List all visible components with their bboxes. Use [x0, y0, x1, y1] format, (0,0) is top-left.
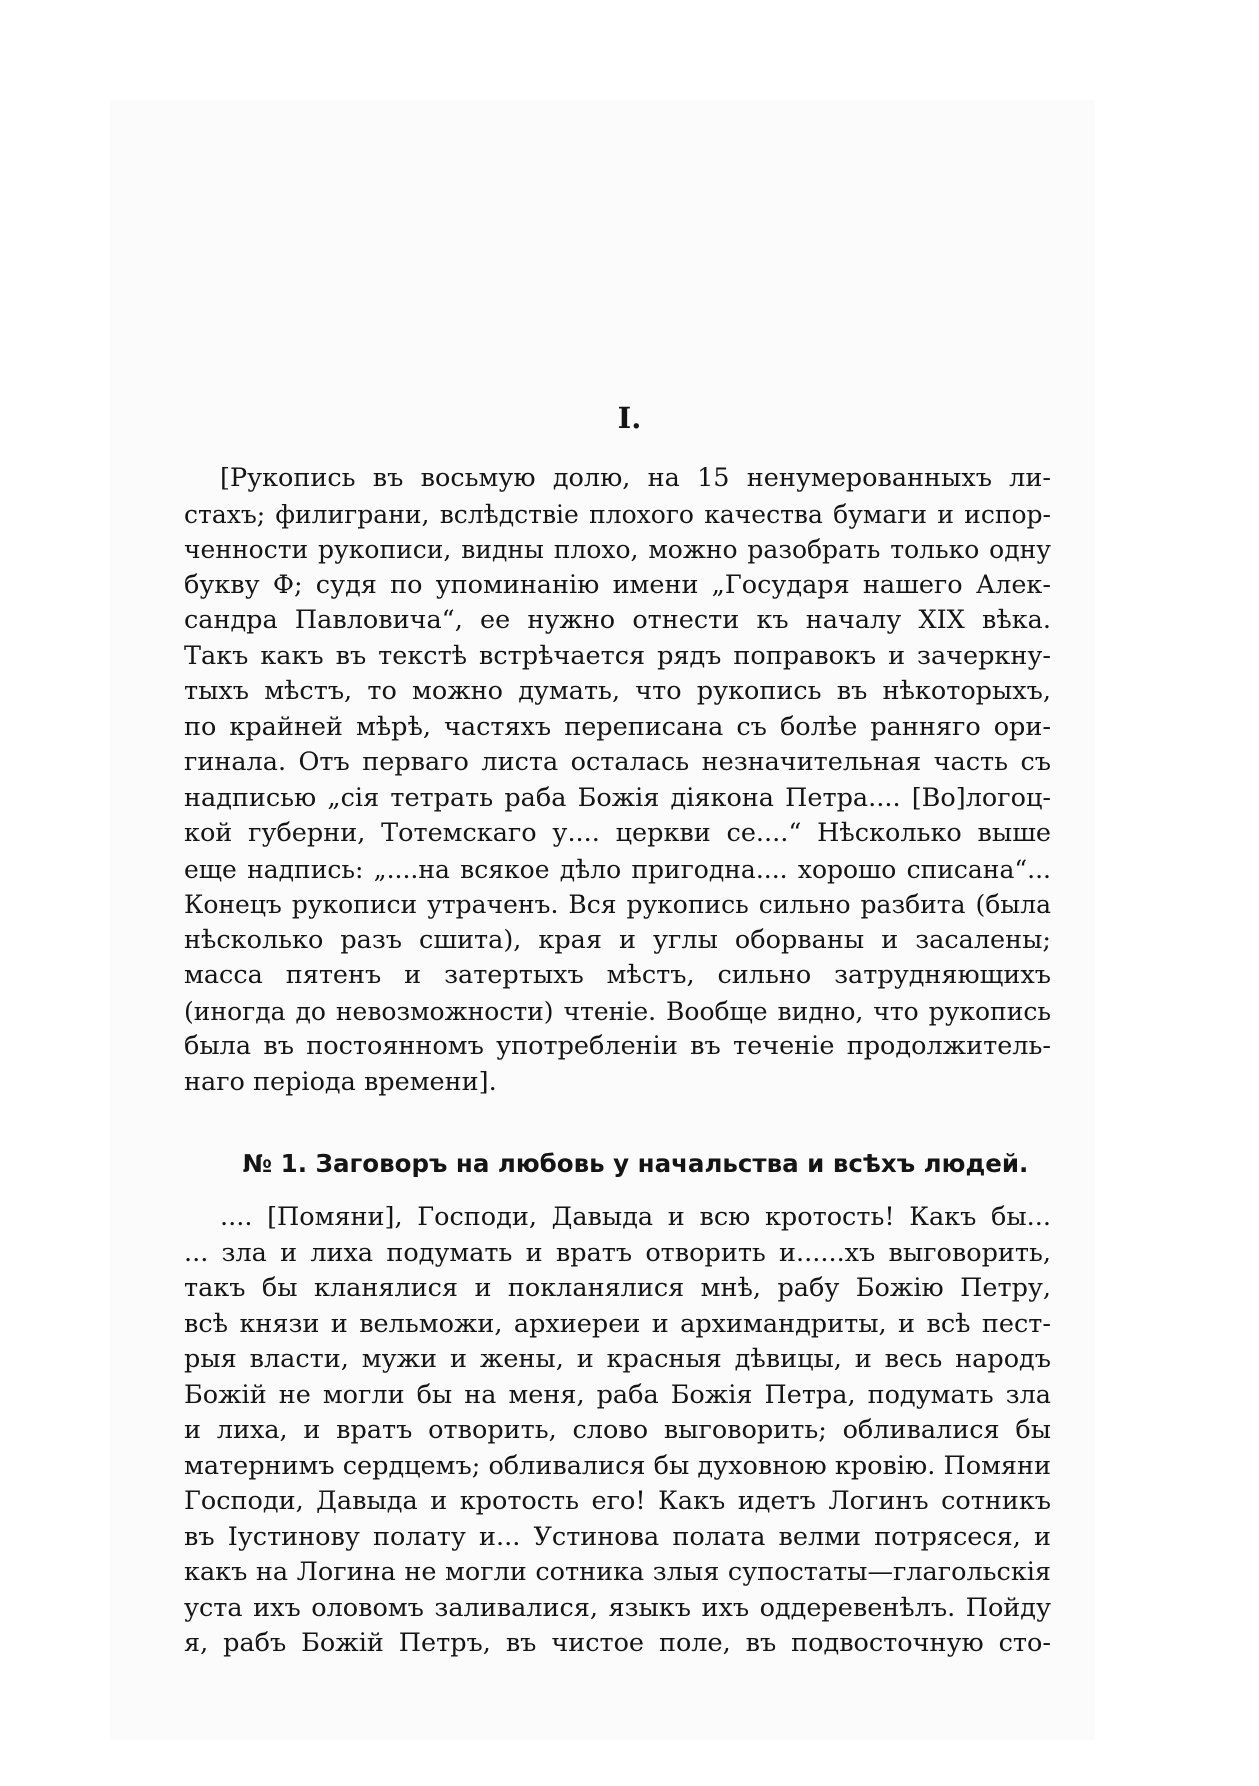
text-line: была въ постоянномъ употребленіи въ теченіе продолжитель-	[184, 1031, 1051, 1061]
manuscript-description	[184, 461, 1051, 1100]
text-line: наго періода времени].	[184, 1066, 497, 1097]
charm-text	[184, 1200, 1051, 1662]
text-line: стахъ; филиграни, вслѣдствіе плохого качества бумаги и испор-	[184, 499, 1051, 529]
charm-heading: № 1. Заговоръ на любовь у начальства и всѣхъ людей.	[242, 1149, 1029, 1178]
text-line: ченности рукописи, видны плохо, можно разобрать только одну	[184, 535, 1051, 564]
text-line: [Рукопись въ восьмую долю, на 15 ненумерованныхъ ли-	[220, 463, 1051, 493]
text-line: масса пятенъ и затертыхъ мѣстъ, сильно затрудняющихъ	[184, 960, 1051, 990]
section-number: I.	[617, 401, 642, 435]
text-line: всѣ князи и вельможи, архиереи и архимандриты, и всѣ пест-	[184, 1308, 1051, 1339]
text-line: гинала. Отъ перваго листа осталась незначительная часть съ	[184, 747, 1051, 777]
text-line: въ Іустинову полату и... Устинова полата велми потрясеся, и	[184, 1521, 1051, 1552]
text-line: рыя власти, мужи и жены, и красныя дѣвицы, и весь народъ	[184, 1344, 1051, 1374]
text-line: Господи, Давыда и кротость его! Какъ идетъ Логинъ сотникъ	[184, 1486, 1051, 1516]
text-line: Божій не могли бы на меня, раба Божія Петра, подумать зла	[184, 1379, 1051, 1410]
text-line: нѣсколько разъ сшита), края и углы оборваны и засалены;	[184, 924, 1051, 955]
text-line: букву Ф; судя по упоминанію имени „Государя нашего Алек-	[184, 569, 1051, 600]
text-line: тыхъ мѣстъ, то можно думать, что рукопись въ нѣкоторыхъ,	[184, 676, 1051, 706]
text-line: такъ бы кланялися и покланялися мнѣ, рабу Божію Петру,	[184, 1273, 1051, 1303]
text-line: кой губерни, Тотемскаго у.... церкви се....“ Нѣсколько выше	[184, 818, 1051, 848]
text-line: Такъ какъ въ текстѣ встрѣчается рядъ поправокъ и зачеркну-	[184, 640, 1051, 671]
text-line: ... зла и лиха подумать и вратъ отворить и......хъ выговорить,	[184, 1237, 1051, 1268]
text-line: (иногда до невозможности) чтеніе. Вообще видно, что рукопись	[184, 996, 1051, 1026]
text-line: еще надпись: „....на всякое дѣло пригодна.... хорошо списана“...	[184, 854, 1051, 884]
text-line: .... [Помяни], Господи, Давыда и всю кротость! Какъ бы...	[220, 1202, 1051, 1232]
text-line: и лиха, и вратъ отворить, слово выговорить; обливалися бы	[184, 1415, 1051, 1445]
text-line: Конецъ рукописи утраченъ. Вся рукопись сильно разбита (была	[184, 890, 1051, 919]
text-line: матернимъ сердцемъ; обливалися бы духовною кровію. Помяни	[184, 1450, 1051, 1481]
text-line: уста ихъ оловомъ заливалися, языкъ ихъ оддеревенѣлъ. Пойду	[184, 1592, 1051, 1623]
text-line: надписью „сія тетрать раба Божія діякона Петра.... [Во]логоц-	[184, 782, 1051, 813]
text-line: сандра Павловича“, ее нужно отнести къ началу XIX вѣка.	[184, 605, 1051, 635]
text-line: по крайней мѣрѣ, частяхъ переписана съ болѣе ранняго ори-	[184, 711, 1051, 742]
text-line: какъ на Логина не могли сотника злыя супостаты—глагольскія	[184, 1557, 1051, 1587]
text-line: я, рабъ Божій Петръ, въ чистое поле, въ подвосточную сто-	[184, 1628, 1051, 1658]
